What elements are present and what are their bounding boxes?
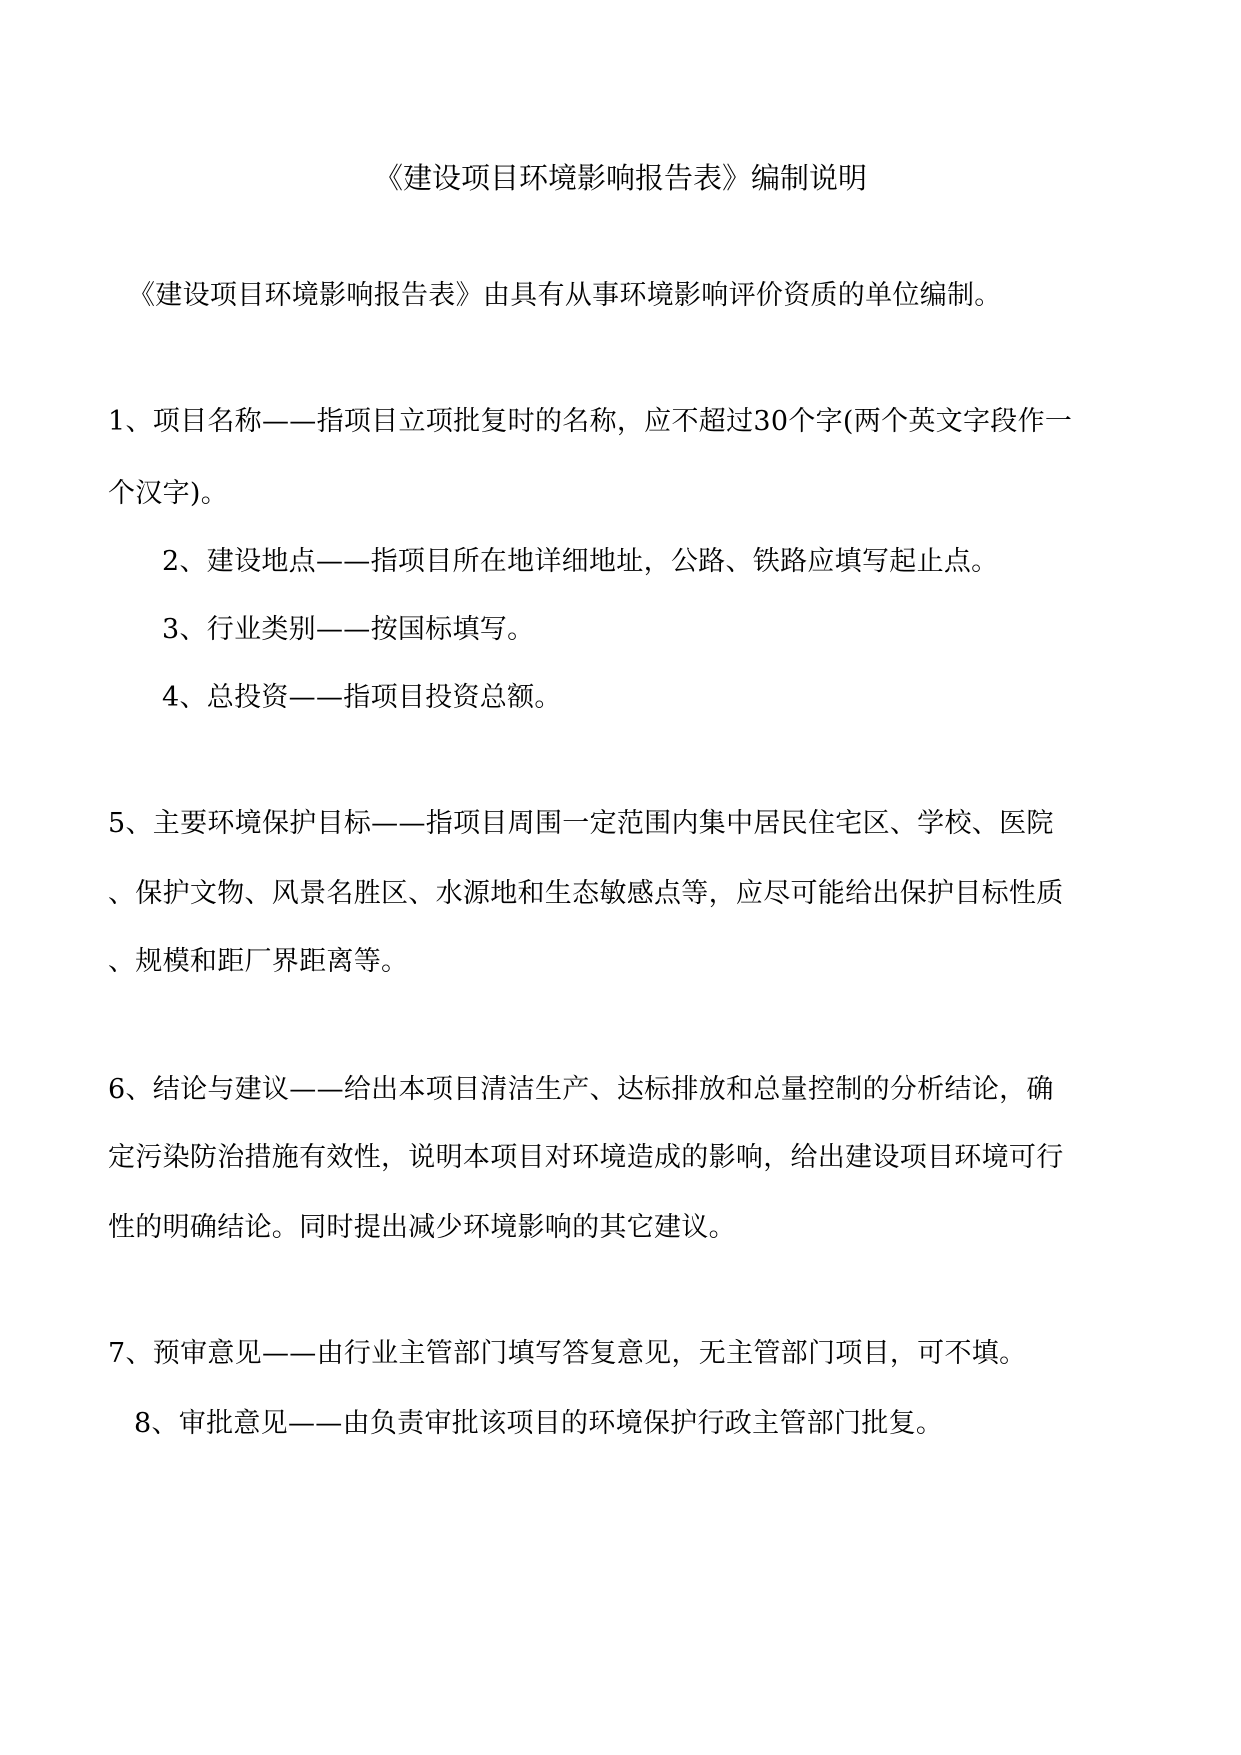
item-6-line-3: 性的明确结论。同时提出减少环境影响的其它建议。 [108,1212,736,1243]
item-7: 7、预审意见——由行业主管部门填写答复意见，无主管部门项目，可不填。 [108,1338,1027,1369]
item-6-line-1: 6、结论与建议——给出本项目清洁生产、达标排放和总量控制的分析结论，确 [108,1074,1054,1105]
item-5-line-3: 、规模和距厂界距离等。 [108,946,409,977]
item-5-line-1: 5、主要环境保护目标——指项目周围一定范围内集中居民住宅区、学校、医院 [108,808,1054,839]
item-8: 8、审批意见——由负责审批该项目的环境保护行政主管部门批复。 [134,1408,944,1439]
item-1-line-1: 1、项目名称——指项目立项批复时的名称，应不超过30个字(两个英文字段作一 [108,406,1073,437]
item-1-line-2: 个汉字)。 [108,478,229,509]
item-4: 4、总投资——指项目投资总额。 [162,682,562,713]
item-5-line-2: 、保护文物、风景名胜区、水源地和生态敏感点等，应尽可能给出保护目标性质 [108,878,1064,909]
document-title: 《建设项目环境影响报告表》编制说明 [373,161,867,195]
item-3: 3、行业类别——按国标填写。 [162,614,535,645]
intro-paragraph: 《建设项目环境影响报告表》由具有从事环境影响评价资质的单位编制。 [128,280,1002,311]
item-6-line-2: 定污染防治措施有效性，说明本项目对环境造成的影响，给出建设项目环境可行 [108,1142,1064,1173]
item-2: 2、建设地点——指项目所在地详细地址，公路、铁路应填写起止点。 [162,546,999,577]
